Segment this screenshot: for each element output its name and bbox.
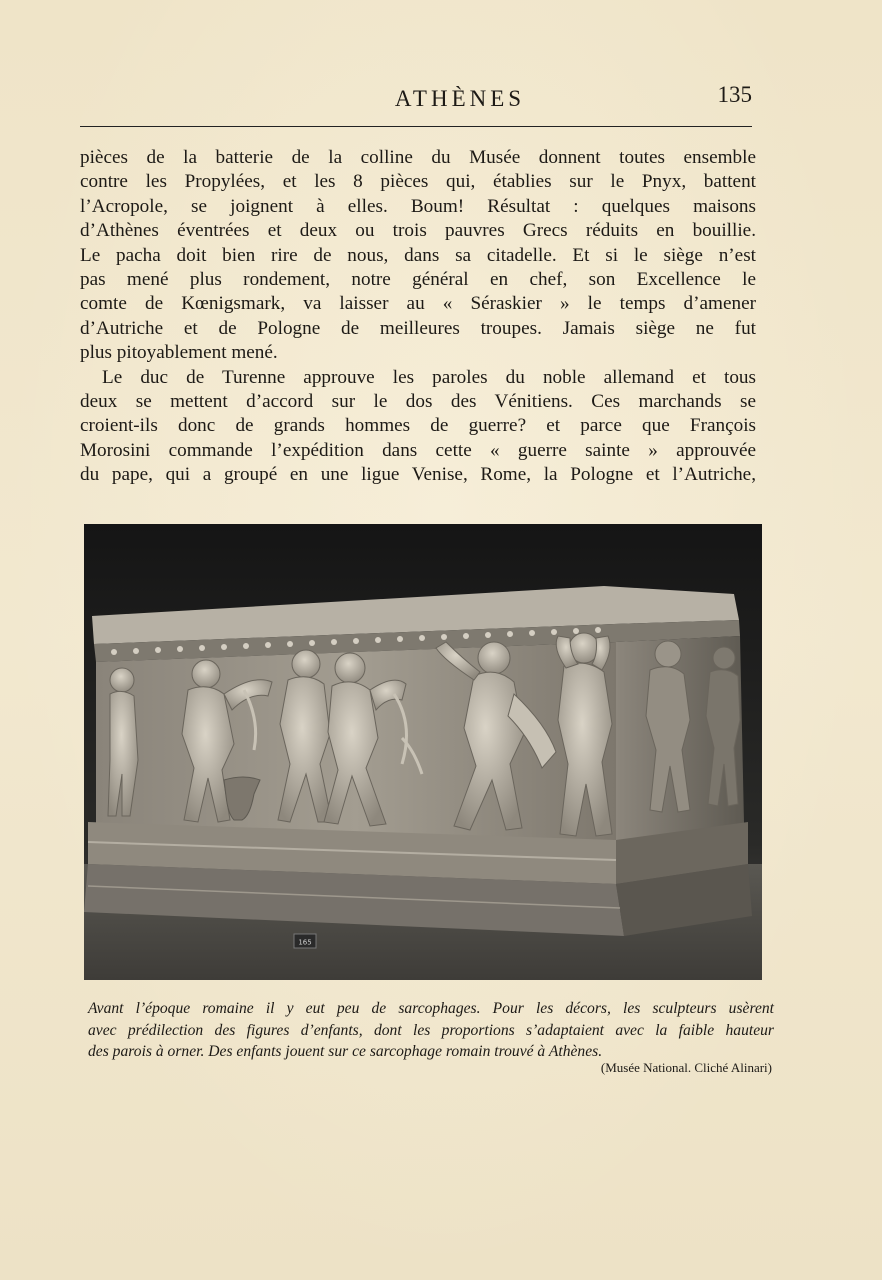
text-line: du pape, qui a groupé en une ligue Venise, Rome, la Pologne et l’Autriche, <box>80 464 756 486</box>
text-line: d’Autriche et de Pologne de meilleures troupes. Jamais siège ne fut <box>80 317 756 339</box>
text-line: l’Acropole, se joignent à elles. Boum! Résultat : quelques maisons <box>80 195 756 217</box>
page-number: 135 <box>717 82 752 107</box>
figure-caption <box>88 998 774 1063</box>
sarcophagus-illustration <box>84 524 762 980</box>
museum-number-label: 165 <box>298 938 312 947</box>
text-line: comte de Kœnigsmark, va laisser au « Séraskier » le temps d’amener <box>80 293 756 315</box>
text-line: Morosini commande l’expédition dans cette « guerre sainte » approuvée <box>80 439 756 461</box>
text-line: d’Athènes éventrées et deux ou trois pauvres Grecs réduits en bouillie. <box>80 220 756 242</box>
running-title: ATHÈNES <box>394 86 526 111</box>
text-line: pas mené plus rondement, notre général en chef, son Excellence le <box>80 268 756 290</box>
caption-line: des parois à orner. Des enfants jouent sur ce sarcophage romain trouvé à Athènes. <box>88 1043 603 1060</box>
caption-line: Avant l’époque romaine il y eut peu de sarcophages. Pour les décors, les sculpteurs usèrent <box>88 1000 774 1017</box>
text-line: deux se mettent d’accord sur le dos des Vénitiens. Ces marchands se <box>80 390 756 412</box>
text-line: Le duc de Turenne approuve les paroles du noble allemand et tous <box>102 366 756 388</box>
text-line: plus pitoyablement mené. <box>80 342 278 364</box>
text-line: contre les Propylées, et les 8 pièces qui, établies sur le Pnyx, battent <box>80 171 756 193</box>
body-text <box>80 146 756 487</box>
caption-line: avec prédilection des figures d’enfants, dont les proportions s’adaptaient avec la faible hauteur <box>88 1021 774 1039</box>
text-line: Le pacha doit bien rire de nous, dans sa citadelle. Et si le siège n’est <box>80 244 756 266</box>
text-line: croient-ils donc de grands hommes de guerre? et parce que François <box>80 415 756 437</box>
text-line: pièces de la batterie de la colline du Musée donnent toutes ensemble <box>80 147 756 168</box>
photo-credit: (Musée National. Cliché Alinari) <box>600 1060 772 1075</box>
sarcophagus-photograph <box>84 524 762 980</box>
running-header <box>80 82 752 127</box>
